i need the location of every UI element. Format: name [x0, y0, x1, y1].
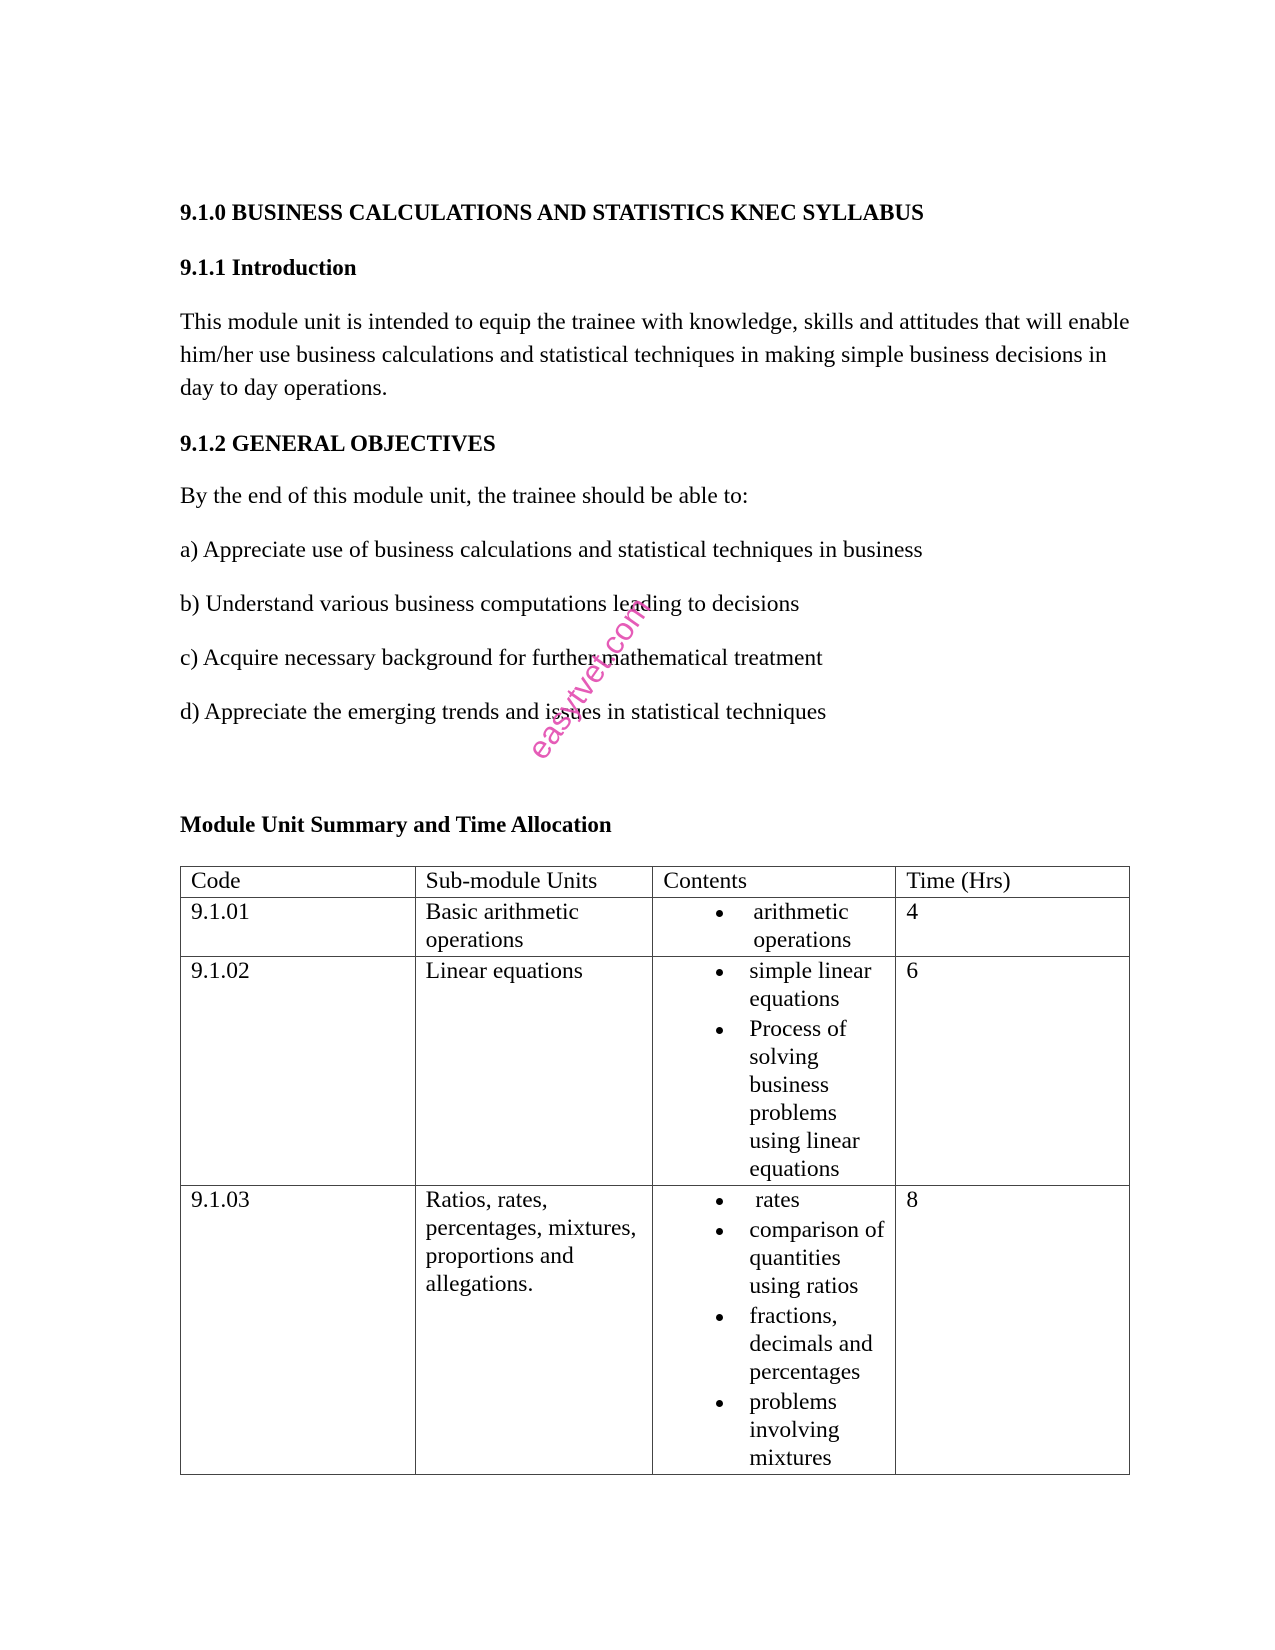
- content-bullet: problems involving mixtures: [749, 1388, 885, 1472]
- table-title: Module Unit Summary and Time Allocation: [180, 812, 612, 837]
- objectives-lead: By the end of this module unit, the trainee should be able to:: [180, 483, 749, 509]
- cell-code: 9.1.02: [181, 957, 416, 1186]
- content-bullet: fractions, decimals and percentages: [749, 1302, 885, 1386]
- content-bullet: rates: [749, 1186, 885, 1214]
- cell-contents: [653, 1186, 896, 1475]
- header-sub-module: Sub-module Units: [415, 867, 653, 898]
- header-time: Time (Hrs): [896, 867, 1130, 898]
- table-header-row: [181, 867, 1130, 898]
- cell-code: 9.1.03: [181, 1186, 416, 1475]
- content-bullet: arithmetic operations: [749, 898, 885, 954]
- document-title: 9.1.0 BUSINESS CALCULATIONS AND STATISTICS KNEC SYLLABUS: [180, 200, 924, 225]
- intro-heading: 9.1.1 Introduction: [180, 255, 357, 280]
- table-row: [181, 898, 1130, 957]
- header-code: Code: [181, 867, 416, 898]
- cell-contents: [653, 898, 896, 957]
- cell-time: 4: [896, 898, 1130, 957]
- cell-time: 6: [896, 957, 1130, 1186]
- content-bullet: Process of solving business problems using linear equations: [749, 1015, 885, 1183]
- table-row: [181, 957, 1130, 1186]
- module-summary-table: [180, 866, 1130, 1475]
- content-bullet: comparison of quantities using ratios: [749, 1217, 885, 1299]
- table-row: [181, 1186, 1130, 1475]
- objective-item: b) Understand various business computations leading to decisions: [180, 591, 800, 617]
- intro-paragraph: This module unit is intended to equip the trainee with knowledge, skills and attitudes that will enable him/her use business calculations and statistical techniques in making simple business decisions in day to day operations.: [180, 309, 1130, 401]
- cell-sub-module: Ratios, rates, percentages, mixtures, proportions and allegations.: [415, 1186, 653, 1475]
- content-bullet: simple linear equations: [749, 957, 885, 1013]
- objective-item: c) Acquire necessary background for further mathematical treatment: [180, 645, 823, 671]
- objectives-heading: 9.1.2 GENERAL OBJECTIVES: [180, 431, 496, 456]
- cell-sub-module: Basic arithmetic operations: [415, 898, 653, 957]
- watermark-text: easytvet.com: [520, 590, 658, 766]
- cell-code: 9.1.01: [181, 898, 416, 957]
- objective-item: d) Appreciate the emerging trends and issues in statistical techniques: [180, 699, 827, 725]
- cell-time: 8: [896, 1186, 1130, 1475]
- document-body: [180, 200, 1130, 752]
- cell-sub-module: Linear equations: [415, 957, 653, 1186]
- objective-item: a) Appreciate use of business calculations and statistical techniques in business: [180, 537, 923, 563]
- cell-contents: [653, 957, 896, 1186]
- header-contents: Contents: [653, 867, 896, 898]
